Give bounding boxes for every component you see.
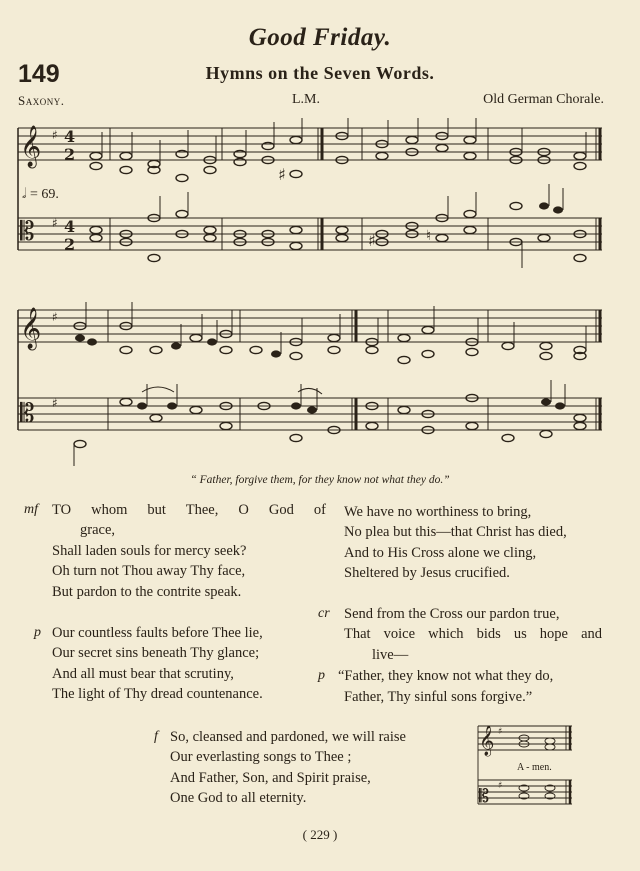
tune-name: Saxony.: [18, 93, 65, 108]
verse-line: live—: [372, 647, 409, 663]
svg-text:♯: ♯: [52, 216, 58, 230]
amen-lyric: A - men.: [517, 762, 552, 773]
verse-line: We have no worthiness to bring,: [344, 504, 532, 520]
tune-source: Old German Chorale.: [483, 92, 604, 107]
svg-text:♯: ♯: [498, 727, 503, 737]
verse-line: One God to all eternity.: [170, 790, 307, 806]
page-title: Good Friday.: [248, 24, 392, 51]
svg-text:♯: ♯: [498, 781, 503, 791]
dynamic-mark: p: [34, 625, 41, 640]
svg-text:𝄞: 𝄞: [20, 308, 42, 349]
verse-line: That voice which bids us hope and: [344, 626, 602, 642]
verse-line: Send from the Cross our pardon true,: [344, 606, 560, 622]
svg-text:♯: ♯: [278, 165, 286, 184]
svg-text:2: 2: [64, 235, 76, 254]
verse-line: Shall laden souls for mercy seek?: [52, 543, 247, 559]
dynamic-mark: mf: [24, 502, 38, 517]
svg-text:♮: ♮: [426, 228, 432, 244]
music-system-2: [0, 300, 640, 470]
svg-text:𝄞: 𝄞: [479, 726, 495, 756]
verse-line: So, cleansed and pardoned, we will raise: [170, 729, 406, 745]
scripture-caption: “ Father, forgive them, for they know not what they do.”: [190, 474, 450, 486]
hymn-number: 149: [18, 60, 60, 88]
svg-text:♯: ♯: [368, 231, 376, 250]
tempo-marking: 𝅗𝅥 = 69.: [22, 187, 59, 202]
meter: L.M.: [292, 92, 320, 107]
verse-line: But pardon to the contrite speak.: [52, 584, 242, 600]
dynamic-mark: p: [318, 668, 325, 683]
verse-line: “Father, they know not what they do,: [338, 668, 554, 684]
svg-text:♯: ♯: [52, 310, 58, 324]
music-system-1: [0, 118, 640, 283]
dynamic-mark: cr: [318, 606, 330, 621]
verse-line: TO whom but Thee, O God of: [52, 502, 326, 518]
verse-line: grace,: [80, 522, 116, 538]
svg-text:4: 4: [64, 127, 76, 146]
svg-text:𝄡: 𝄡: [20, 399, 35, 429]
verse-line: Oh turn not Thou away Thy face,: [52, 563, 246, 579]
page-number: ( 229 ): [302, 827, 338, 842]
svg-text:♯: ♯: [52, 128, 58, 142]
svg-text:𝄡: 𝄡: [20, 217, 35, 247]
verse-line: Our secret sins beneath Thy glance;: [52, 645, 260, 661]
svg-text:𝄡: 𝄡: [479, 786, 490, 807]
svg-text:4: 4: [64, 217, 76, 236]
svg-text:♯: ♯: [52, 396, 58, 410]
verse-line: And to His Cross alone we cling,: [344, 545, 537, 561]
hymn-subtitle: Hymns on the Seven Words.: [205, 63, 435, 83]
verse-line: No plea but this—that Christ has died,: [344, 524, 567, 540]
svg-text:2: 2: [64, 145, 76, 164]
verse-line: Father, Thy sinful sons forgive.”: [344, 689, 533, 705]
verse-line: And all must bear that scrutiny,: [52, 666, 234, 682]
verse-line: The light of Thy dread countenance.: [52, 686, 263, 702]
verse-line: Sheltered by Jesus crucified.: [344, 565, 510, 581]
dynamic-mark: f: [154, 729, 158, 744]
svg-text:𝄞: 𝄞: [20, 126, 42, 167]
verse-line: Our countless faults before Thee lie,: [52, 625, 263, 641]
verse-line: Our everlasting songs to Thee ;: [170, 749, 352, 765]
verse-line: And Father, Son, and Spirit praise,: [170, 770, 371, 786]
